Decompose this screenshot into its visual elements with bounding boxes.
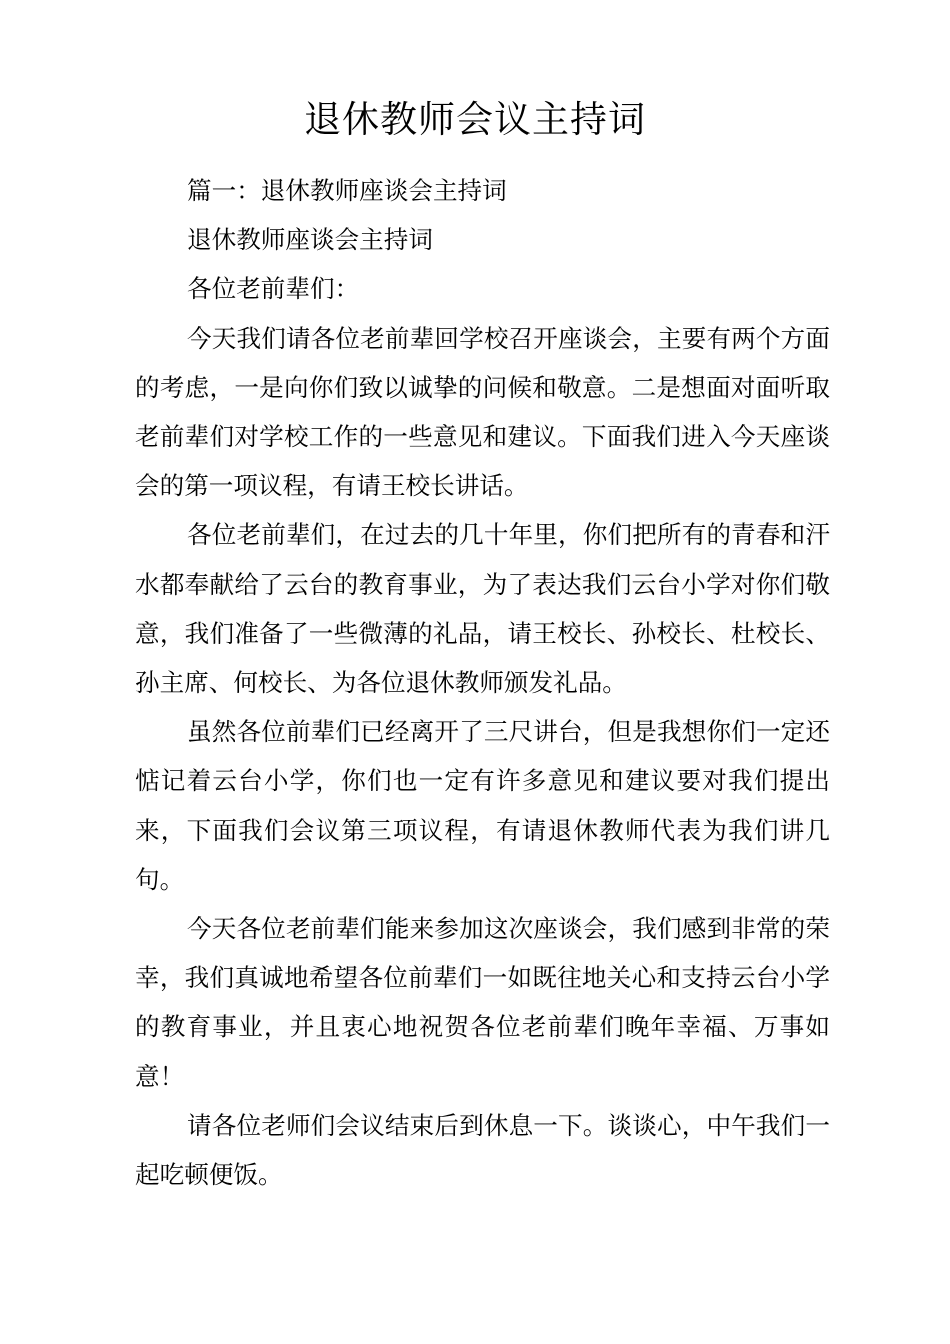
paragraph-closing: 今天各位老前辈们能来参加这次座谈会，我们感到非常的荣幸，我们真诚地希望各位前辈们一如既往地关心和支持云台小学的教育事业，并且衷心地祝贺各位老前辈们晚年幸福、万事如意！: [135, 914, 830, 1091]
document-body: [135, 166, 830, 1199]
paragraph-lunch: 请各位老师们会议结束后到休息一下。谈谈心，中午我们一起吃顿便饭。: [135, 1110, 830, 1190]
paragraph-representative: 虽然各位前辈们已经离开了三尺讲台，但是我想你们一定还惦记着云台小学，你们也一定有许多意见和建议要对我们提出来，下面我们会议第三项议程，有请退休教师代表为我们讲几句。: [135, 717, 830, 894]
paragraph-gifts: 各位老前辈们，在过去的几十年里，你们把所有的青春和汗水都奉献给了云台的教育事业，为了表达我们云台小学对你们敬意，我们准备了一些微薄的礼品，请王校长、孙校长、杜校长、孙主席、何校长、为各位退休教师颁发礼品。: [135, 520, 830, 698]
document-title: 退休教师会议主持词: [304, 98, 646, 141]
paragraph-salutation: 各位老前辈们：: [187, 274, 360, 304]
paragraph-section-heading: 篇一：退休教师座谈会主持词: [187, 176, 507, 205]
paragraph-subtitle: 退休教师座谈会主持词: [187, 225, 433, 255]
paragraph-opening: 今天我们请各位老前辈回学校召开座谈会，主要有两个方面的考虑，一是向你们致以诚挚的问候和敬意。二是想面对面听取老前辈们对学校工作的一些意见和建议。下面我们进入今天座谈会的第一项议程，有请王校长讲话。: [135, 323, 830, 501]
